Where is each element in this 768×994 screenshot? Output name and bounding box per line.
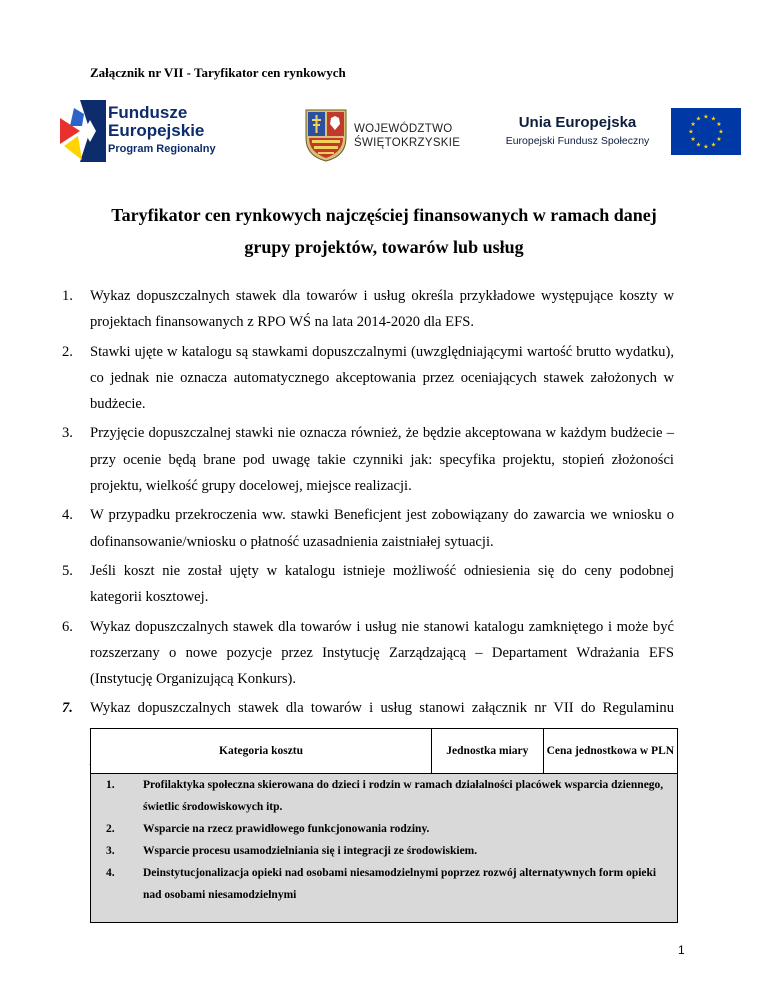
- list-item: [62, 420, 674, 499]
- category-text: Deinstytucjonalizacja opieki nad osobami niesamodzielnymi poprzez rozwój alternatywnych form opieki nad osobami niesamodzielnymi: [143, 867, 657, 901]
- eu-star-icon: ★: [710, 115, 717, 123]
- header-unit: Jednostka miary: [432, 729, 544, 774]
- list-item: [62, 502, 674, 555]
- fundusze-line2: Europejskie: [108, 121, 205, 140]
- fundusze-line1: Fundusze: [108, 103, 188, 122]
- list-item: [62, 614, 674, 693]
- point-text: Stawki ujęte w katalogu są stawkami dopuszczalnymi (uwzględniającymi wartość brutto wydatku), co jednak nie oznacza automatycznego akceptowania przez oceniających stawek założonych w budżecie.: [90, 343, 674, 413]
- category-number: 3.: [106, 845, 115, 857]
- point-number: 2.: [62, 343, 73, 360]
- point-text: W przypadku przekroczenia ww. stawki Beneficjent jest zobowiązany do zawarcia we wniosku o dofinansowanie/wniosku o płatność uzasadnienia zaistniałej sytuacji.: [90, 507, 674, 550]
- point-number: 1.: [62, 288, 73, 304]
- table-row: [91, 774, 677, 818]
- eu-star-icon: ★: [703, 113, 709, 121]
- eu-star-icon: ★: [716, 121, 722, 128]
- eu-flag-icon: [671, 108, 741, 155]
- fundusze-line3: Program Regionalny: [108, 143, 216, 155]
- category-number: 4.: [106, 867, 115, 879]
- attachment-title: Załącznik nr VII - Taryfikator cen rynkowych: [90, 65, 346, 80]
- category-text: Profilaktyka społeczna skierowana do dzieci i rodzin w ramach działalności placówek wsparcia dziennego, świetlic środowiskowych itp.: [143, 779, 664, 813]
- eu-star-icon: ★: [716, 136, 722, 143]
- fundusze-star-icon: [60, 100, 106, 162]
- category-number: 2.: [106, 823, 115, 835]
- list-item: [62, 283, 674, 336]
- unia-line2: Europejski Fundusz Społeczny: [505, 135, 650, 147]
- list-item: [62, 339, 674, 418]
- eu-star-icon: ★: [695, 115, 702, 123]
- point-text: Wykaz dopuszczalnych stawek dla towarów i usług nie stanowi katalogu zamkniętego i może być rozszerzany o nowe pozycje przez Instytucję Zarządzającą – Departament Wdrażania EFS (Instytucję Organizującą Konkurs).: [90, 618, 674, 688]
- page-number: 1: [678, 943, 685, 957]
- title-line1: Taryfikator cen rynkowych najczęściej finansowanych w ramach danej: [111, 205, 657, 225]
- point-number: 7.: [62, 700, 73, 717]
- category-text: Wsparcie procesu usamodzielniania się i integracji ze środowiskiem.: [143, 845, 478, 857]
- list-item: [62, 558, 674, 611]
- coat-of-arms-icon: [304, 108, 348, 162]
- eu-star-icon: ★: [690, 136, 696, 143]
- category-text: Wsparcie na rzecz prawidłowego funkcjonowania rodziny.: [143, 823, 430, 835]
- wojewodztwo-logo: [304, 108, 484, 163]
- unia-europejska-logo: [490, 108, 730, 163]
- cost-table: [90, 728, 678, 923]
- categories-cell: [91, 774, 678, 923]
- point-number: 4.: [62, 507, 73, 524]
- eu-star-icon: ★: [710, 141, 717, 149]
- title-line2: grupy projektów, towarów lub usług: [244, 237, 524, 257]
- table-row: [91, 840, 677, 862]
- point-text: Wykaz dopuszczalnych stawek dla towarów i usług określa przykładowe występujące koszty w projektach finansowanych z RPO WŚ na lata 2014-2020 dla EFS.: [90, 288, 674, 331]
- table-row: [91, 818, 677, 840]
- eu-star-icon: ★: [695, 141, 702, 149]
- document-title: [60, 199, 708, 263]
- header-category: Kategoria kosztu: [91, 729, 432, 774]
- eu-star-icon: ★: [718, 128, 724, 136]
- wojewodztwo-line1: WOJEWÓDZTWO: [354, 123, 453, 135]
- eu-star-icon: ★: [703, 143, 709, 151]
- wojewodztwo-line2: ŚWIĘTOKRZYSKIE: [354, 137, 461, 149]
- eu-star-icon: ★: [688, 128, 694, 136]
- point-number: 6.: [62, 618, 73, 635]
- unia-line1: Unia Europejska: [518, 114, 637, 131]
- point-text: Przyjęcie dopuszczalnej stawki nie oznacza również, że będzie akceptowana w każdym budżecie – przy ocenie będą brane pod uwagę takie czynniki jak: specyfika projektu, stopień złożoności projektu, wielkość grupy docelowej, miejsce realizacji.: [90, 425, 674, 495]
- header-price: Cena jednostkowa w PLN: [543, 729, 677, 774]
- points-list: [62, 283, 674, 777]
- table-row: [91, 862, 677, 922]
- point-text: Wykaz dopuszczalnych stawek dla towarów i usług stanowi załącznik nr VII do Regulaminu: [90, 700, 674, 717]
- fundusze-europejskie-logo: [60, 100, 260, 162]
- logo-bar: [60, 100, 730, 165]
- point-text: Jeśli koszt nie został ujęty w katalogu istnieje możliwość odniesienia się do ceny podobnej kategorii kosztowej.: [90, 562, 674, 606]
- point-number: 3.: [62, 425, 73, 442]
- category-number: 1.: [106, 779, 115, 791]
- eu-star-icon: ★: [690, 121, 696, 128]
- point-number: 5.: [62, 562, 73, 579]
